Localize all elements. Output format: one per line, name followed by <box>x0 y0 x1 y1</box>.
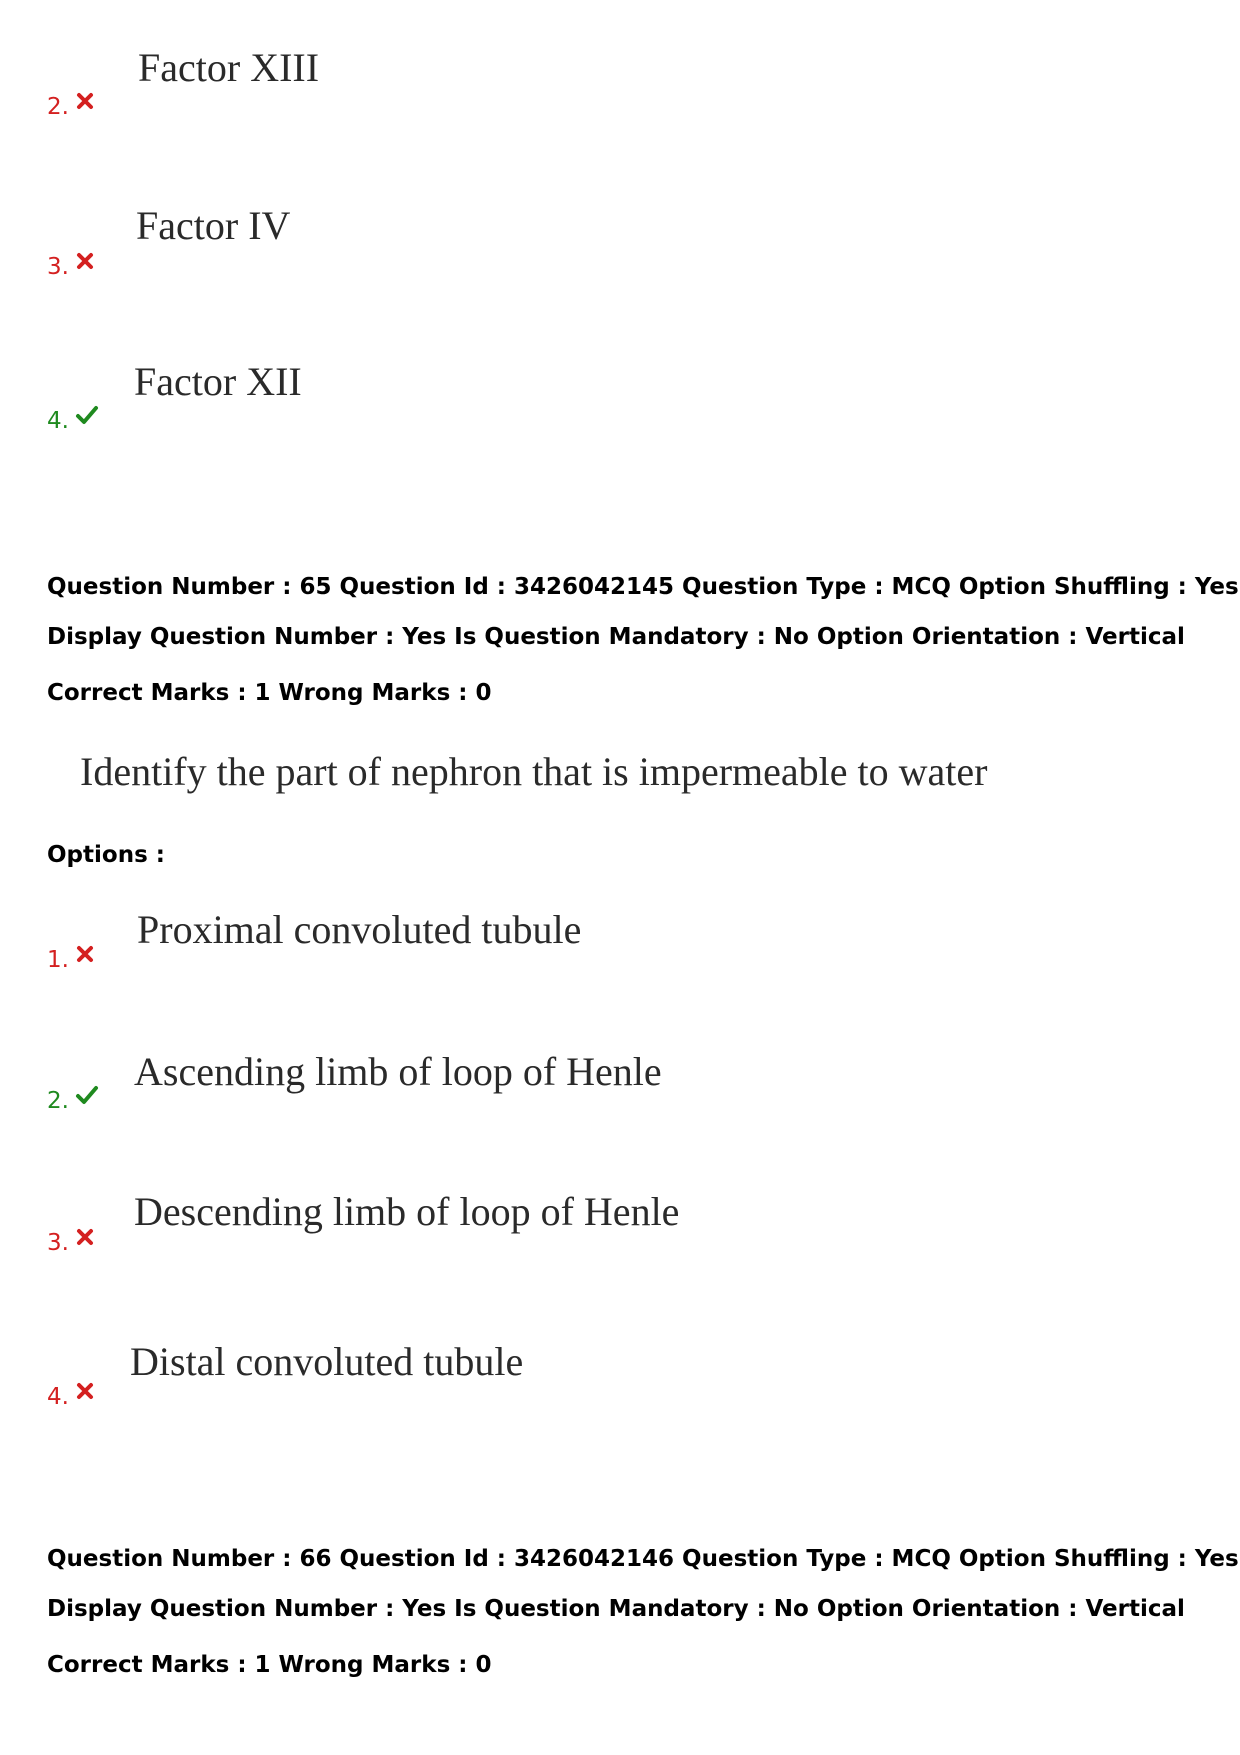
cross-icon <box>75 251 95 271</box>
cross-icon <box>75 944 95 964</box>
option-label <box>47 254 95 280</box>
option-label <box>47 947 95 973</box>
cross-icon <box>75 1381 95 1401</box>
cross-icon <box>75 1227 95 1247</box>
option-number: 4. <box>47 1384 69 1410</box>
option-text: Distal convoluted tubule <box>130 1339 524 1384</box>
option-text: Factor IV <box>136 203 291 248</box>
question-text: Identify the part of nephron that is impermeable to water <box>80 749 988 794</box>
option-number: 2. <box>47 1088 69 1114</box>
option-text: Proximal convoluted tubule <box>137 907 582 952</box>
question-meta-line: Display Question Number : Yes Is Question Mandatory : No Option Orientation : Vertical <box>47 1596 1185 1622</box>
option-number: 4. <box>47 408 69 434</box>
option-text: Factor XII <box>134 359 302 404</box>
option-text: Ascending limb of loop of Henle <box>134 1049 662 1094</box>
check-icon <box>75 405 99 425</box>
question-marks-line: Correct Marks : 1 Wrong Marks : 0 <box>47 680 492 706</box>
option-label <box>47 408 99 434</box>
question-meta-line: Question Number : 65 Question Id : 3426042145 Question Type : MCQ Option Shuffling : Yes <box>47 574 1239 600</box>
question-meta-line: Question Number : 66 Question Id : 3426042146 Question Type : MCQ Option Shuffling : Yes <box>47 1546 1239 1572</box>
option-label <box>47 1384 95 1410</box>
option-number: 1. <box>47 947 69 973</box>
question-marks-line: Correct Marks : 1 Wrong Marks : 0 <box>47 1652 492 1678</box>
option-label <box>47 94 95 120</box>
option-number: 3. <box>47 254 69 280</box>
option-number: 2. <box>47 94 69 120</box>
question-meta-line: Display Question Number : Yes Is Question Mandatory : No Option Orientation : Vertical <box>47 624 1185 650</box>
option-label <box>47 1088 99 1114</box>
options-heading: Options : <box>47 842 165 868</box>
check-icon <box>75 1085 99 1105</box>
cross-icon <box>75 91 95 111</box>
option-text: Factor XIII <box>138 45 320 90</box>
option-text: Descending limb of loop of Henle <box>134 1189 680 1234</box>
option-label <box>47 1230 95 1256</box>
option-number: 3. <box>47 1230 69 1256</box>
